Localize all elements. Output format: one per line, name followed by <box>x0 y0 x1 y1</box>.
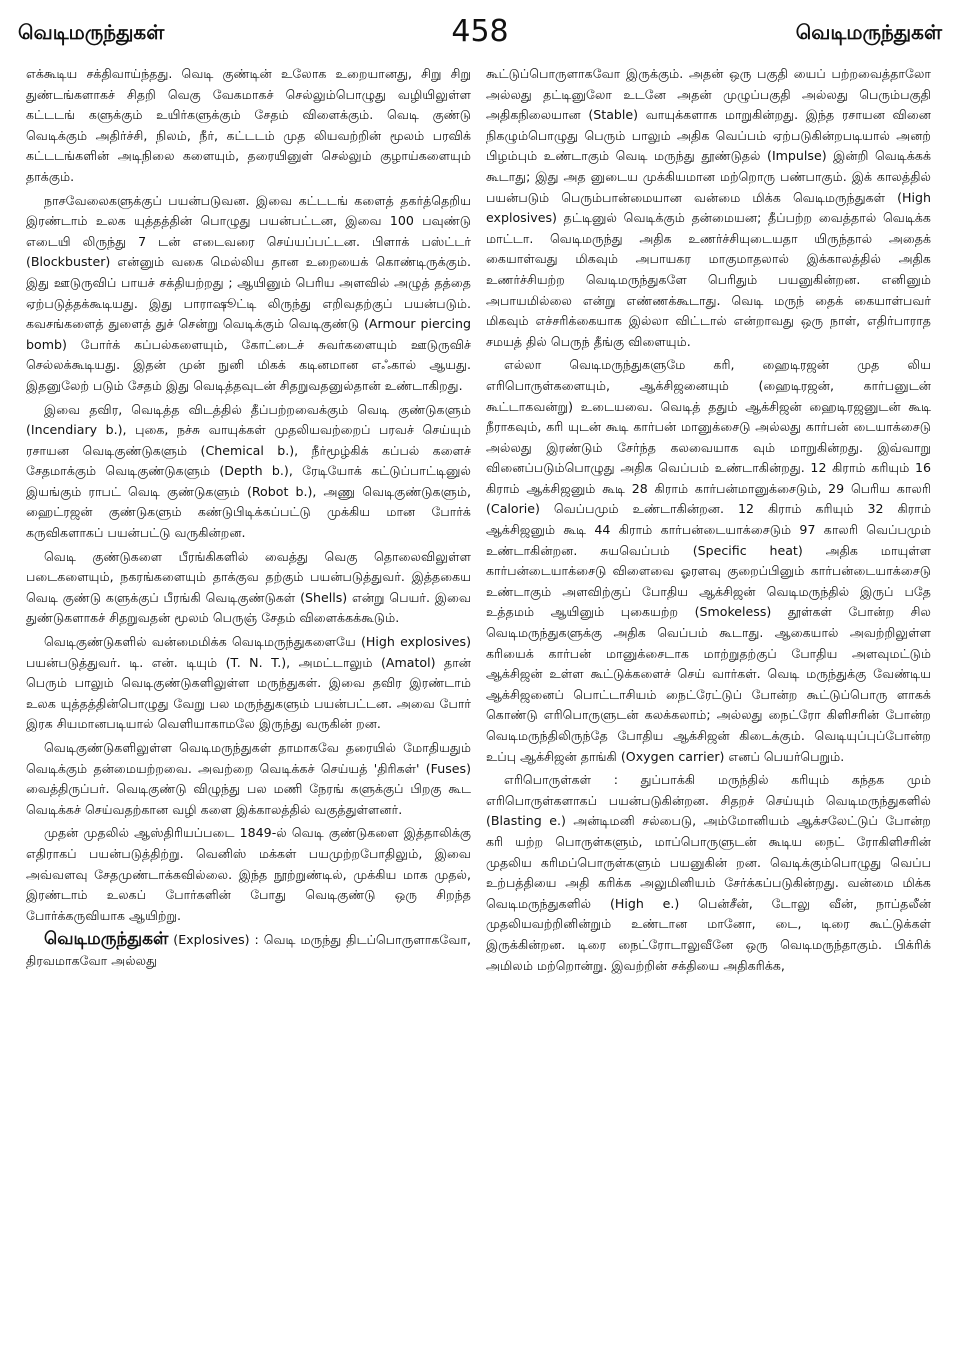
paragraph: வெடிகுண்டுகளிலுள்ள வெடிமருந்துகள் தாமாகவே தரையில் மோதியதும் வெடிக்கும் தன்மையற்றவை. அவற்றை வெடிக்கச் செய்யத் 'திரிகள்' (Fuses) வைத்திருப்பர். வெடிகுண்டு விழுந்து பல மணி நேரங் களுக்குப் பிறகு கூட வெடிக்கச் செய்வதற்கான வழி களை இக்காலத்தில் வகுத்துள்ளனர். <box>26 740 471 817</box>
paragraph: வெடி குண்டுகளை பீரங்கிகளில் வைத்து வெகு தொலைவிலுள்ள படைகளையும், நகரங்களையும் தாக்குவ தற்கும் பயன்படுத்துவர். இத்தகைய வெடி குண்டு களுக்குப் பீரங்கி வெடிகுண்டுகள் (Shells) என்று பெயர். இவை துண்டுகளாகச் சிதறுவதன் மூலம் பெருஞ் சேதம் விளைக்கக்கூடும். <box>26 548 471 626</box>
right-column <box>486 64 931 1354</box>
running-head-left: வெடிமருந்துகள் <box>18 20 165 44</box>
page-number: 458 <box>451 14 509 49</box>
section-intro-text: வெடி மருந்து திடப்பொருளாகவோ, திரவமாகவோ அல்லது <box>26 932 471 968</box>
section-title: வெடிமருந்துகள் <box>44 929 169 950</box>
section-title-english: (Explosives) : <box>173 932 259 948</box>
paragraph: இவை தவிர, வெடித்த விடத்தில் தீப்பற்றவைக்கும் வெடி குண்டுகளும் (Incendiary b.), புகை, நச்சு வாயுக்கள் முதலியவற்றைப் பரவச் செய்யும் ரசாயன வெடிகுண்டுகளும் (Chemical b.), நீர்மூழ்கிக் கப்பல் களைச் சேதமாக்கும் வெடிகுண்டுகளும் (Depth b.), ரேடியோக் கட்டுப்பாட்டினுல் இயங்கும் ராபட் வெடி குண்டுகளும் (Robot b.), அணு வெடிகுண்டுகளும், ஹைட்ரஜன் குண்டுகளும் கண்டுபிடிக்கப்பட்டு முக்கிய மான போர்க் கருவிகளாகப் பயன்பட்டு வருகின்றன. <box>26 401 471 541</box>
paragraph: நாசவேலைகளுக்குப் பயன்படுவன. இவை கட்டடங் களைத் தகர்த்தெறிய இரண்டாம் உலக யுத்தத்தின் பொழுது பயன்பட்டன, இவை 100 பவுண்டு எடையி லிருந்து 7 டன் எடைவரை செய்யப்பட்டன. பிளாக் பஸ்ட்டர் (Blockbuster) என்னும் வகை மெல்லிய தான உறையைக் கொண்டிருக்கும். இது ஊடுருவிப் பாயச் சக்தியற்றது ; ஆயினும் பெரிய அளவில் அழுத் தத்தை ஏற்படுத்தக்கூடியது. இது பாராஷூட்டி லிருந்து எறிவதற்குப் பயன்படும். கவசங்களைத் துளைத் துச் சென்று வெடிக்கும் வெடிகுண்டு (Armour piercing bomb) போர்க் கப்பல்களையும், கோட்டைச் சுவர்களையும் ஊடுருவிச் செல்லக்கூடியது. இதன் முன் நுனி மிகக் கடினமான எஃகால் ஆயது. இதனுலேற் படும் சேதம் இது வெடித்தவுடன் சிதறுவதனுல்தான் உண்டாகிறது. <box>26 192 471 393</box>
paragraph: முதன் முதலில் ஆஸ்திரியப்படை 1849-ல் வெடி குண்டுகளை இத்தாலிக்கு எதிராகப் பயன்படுத்திற்று. வெனிஸ் மக்கள் பயமுற்றபோதிலும், இவை அவ்வளவு சேதமுண்டாக்கவில்லை. இந்த நூற்றுண்டில், முக்கிய மாக முதல், இரண்டாம் உலகப் போர்களின் போது வெடிகுண்டு ஒரு சிறந்த போர்க்கருவியாக ஆயிற்று. <box>26 825 471 923</box>
running-head-right: வெடிமருந்துகள் <box>795 20 942 44</box>
section-intro-paragraph <box>26 929 471 971</box>
paragraph: எக்கூடிய சக்திவாய்ந்தது. வெடி குண்டின் உலோக உறையானது, சிறு சிறு துண்டங்களாகச் சிதறி வெகு வேகமாகச் செல்லும்பொழுது வழியிலுள்ள கட்டடங் களுக்கும் உயிர்களுக்கும் சேதம் விளைக்கும். வெடி குண்டு வெடிக்கும் அதிர்ச்சி, நிலம், நீர், கட்டடம் முத லியவற்றின் மூலம் பரவிக் கட்டடங்களின் அடிநிலை களையும், தரையினுள் செல்லும் குழாய்களையும் தாக்கும். <box>26 66 471 184</box>
paragraph: எல்லா வெடிமருந்துகளுமே கரி, ஹைடிரஜன் முத லிய எரிபொருள்களையும், ஆக்சிஜனையும் (ஹைடிரஜன், கார்பனுடன் கூட்டாகவன்று) உடையவை. வெடித் ததும் ஆக்சிஜன் ஹைடிரஜனுடன் கூடி நீராகவும், கரி யுடன் கூடி கார்பன் மானுக்சைடு அல்லது கார்பன் டையாக்சைடு அல்லது இரண்டும் சேர்ந்த கலவையாக வும் மாறுகின்றது. இவ்வாறு வினைப்படும்பொழுது அதிக வெப்பம் உண்டாகின்றது. 12 கிராம் கரியும் 16 கிராம் ஆக்சிஜனும் கூடி 28 கிராம் கார்பன்மானுக்சைடும், 29 பெரிய காலரி (Calorie) வெப்பமும் உண்டாகின்றன. 12 கிராம் கரியும் 32 கிராம் ஆக்சிஜனும் கூடி 44 கிராம் கார்பன்டையாக்சைடும் 97 காலரி வெப்பமும் உண்டாகின்றன. சுயவெப்பம் (Specific heat) அதிக மாயுள்ள கார்பன்டையாக்சைடு விளைவை ஓரளவு குறைப்பினும் கார்பன்டையாக்சைடு உண்டாகும் அளவிற்குப் போதிய ஆக்சிஜன் வெடிமருந்தில் இருப் பதே உத்தமம் ஆயினும் புகையற்ற (Smokeless) தூள்கள் போன்ற சில வெடிமருந்துகளுக்கு அதிக வெப்பம் கூடாது. ஆகையால் அவற்றிலுள்ள கரியைக் கார்பன் மானுக்சைடாக மாற்றுதற்குப் போதிய அளவுமட்டும் ஆக்சிஜன் உள்ள கூட்டுக்களைச் செய் வார்கள். வெடி மருந்துக்கு வேண்டிய ஆக்சிஜனைப் பொட்டாசியம் நைட்ரேட்டுப் போன்ற கூட்டுப்பொரு ளாகக் கொண்டு எரிபொருளுடன் கலக்கலாம்; அல்லது நைட்ரோ கிளிசரின் போன்ற வெடிமருந்திலிருந்தே போதிய ஆக்சிஜன் கிடைக்கும். வெடியுப்புப்போன்ற உப்பு ஆக்சிஜன் தாங்கி (Oxygen carrier) எனப் பெயர்பெறும். <box>486 357 931 764</box>
page-header <box>18 14 942 58</box>
paragraph: கூட்டுப்பொருளாகவோ இருக்கும். அதன் ஒரு பகுதி யைப் பற்றவைத்தாலோ அல்லது தட்டினுலோ உடனே அதன் முழுப்பகுதி அல்லது பெரும்பகுதி அதிகநிலையான (Stable) வாயுக்களாக மாறுகின்றது. இந்த ரசாயன வினை நிகழும்பொழுது பெரும் பாலும் அதிக வெப்பம் ஏற்படுகின்றபடியால் அனற் பிழம்பும் உண்டாகும் வெடி மருந்து தூண்டுதல் (Impulse) இன்றி வெடிக்கக் கூடாது; இது அத னுடைய முக்கியமான மற்றொரு பண்பாகும். இக் காலத்தில் பயன்படும் பெரும்பான்மையான வன்மை மிக்க வெடிமருந்துகள் (High explosives) தட்டினுல் வெடிக்கும் தன்மையன; தீப்பற்ற வைத்தால் வெடிக்க மாட்டா. வெடிமருந்து அதிக உணர்ச்சியுடையதா யிருந்தால் அதைக் கையாள்வது மிகவும் அபாயகர மாகுமாதலால் இக்காலத்தில் அதிக உணர்ச்சியற்ற வெடிமருந்துகளே பெரிதும் பயனுகின்றன. எனினும் அபாயமில்லை என்று எண்ணக்கூடாது. வெடி மருந் தைக் கையாள்பவர் மிகவும் எச்சரிக்கையாக இல்லா விட்டால் என்றாவது ஒரு நாள், எதிர்பாராத சமயத் தில் பெருந் தீங்கு விளையும். <box>486 66 931 349</box>
left-column <box>26 64 471 1354</box>
paragraph: எரிபொருள்கள் : துப்பாக்கி மருந்தில் கரியும் கந்தக மும் எரிபொருள்களாகப் பயன்படுகின்றன. சிதறச் செய்யும் வெடிமருந்துகளில் (Blasting e.) அன்டிமனி சல்பைடு, அம்மோனியம் ஆக்சலேட்டுப் போன்ற கரி யற்ற பொருள்களும், மாப்பொருளுடன் கூடிய நைட் ரோகிளிசரின் முதலிய கரிமப்பொருள்களும் பயனுகின் றன. வெடிக்கும்பொழுது வெப்ப உற்பத்தியை அதி கரிக்க அலுமினியம் சேர்க்கப்படுகின்றது. வன்மை மிக்க வெடிமருந்துகளில் (High e.) பென்சீன், டோலு வீன், நாப்தலீன் முதலியவற்றினின்றும் உண்டான மானோ, டை, டிரை கூட்டுக்கள் இருக்கின்றன. டிரை நைட்ரோடாலுவீனே ஒரு வெடிமருந்தாகும். பிக்ரிக் அமிலம் மற்றொன்று. இவற்றின் சக்தியை அதிகரிக்க, <box>486 772 931 973</box>
paragraph: வெடிகுண்டுகளில் வன்மைமிக்க வெடிமருந்துகளையே (High explosives) பயன்படுத்துவர். டி. என். டியும் (T. N. T.), அமட்டாலும் (Amatol) தான் பெரும் பாலும் வெடிகுண்டுகளிலுள்ள மருந்துகள். இவை தவிர இரண்டாம் உலக யுத்தத்தின்பொழுது வேறு பல மருந்துகளும் பயன்பட்டன. அவை போர் இரக சியமானபடியால் வெளியாகாமலே இருந்து வருகின் றன. <box>26 634 471 732</box>
